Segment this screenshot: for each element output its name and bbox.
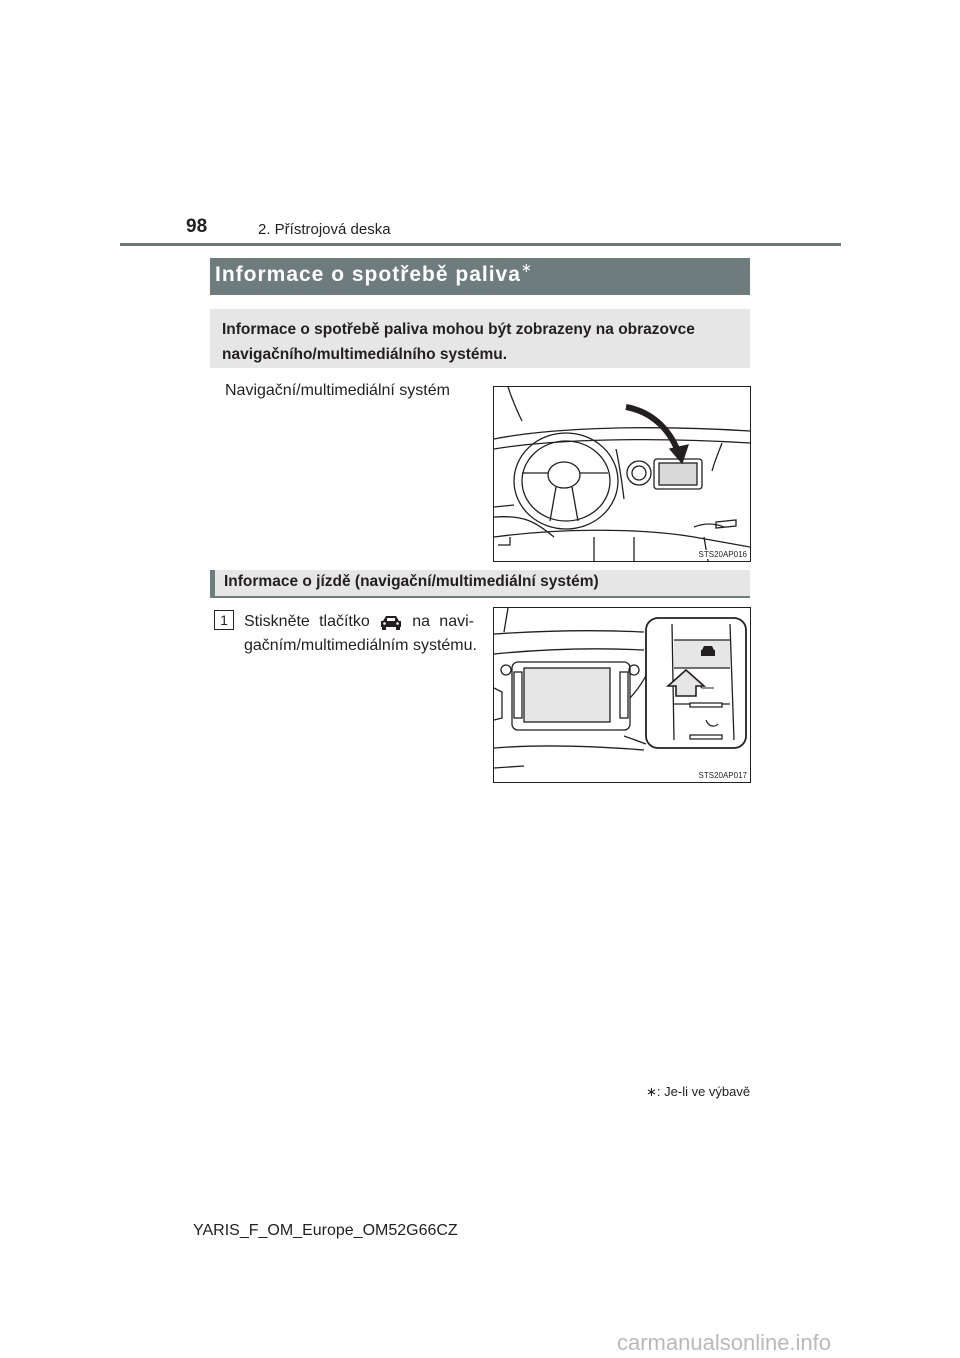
step-number: 1 bbox=[214, 610, 234, 630]
step-word: Stiskněte bbox=[244, 613, 310, 630]
step-word: tlačítko bbox=[319, 613, 370, 630]
footnote-text: : Je-li ve výbavě bbox=[656, 1084, 751, 1099]
section-title-bar bbox=[210, 258, 750, 295]
optional-equipment-mark: ∗ bbox=[646, 1084, 657, 1099]
navigation-button-figure bbox=[493, 607, 751, 783]
page-number: 98 bbox=[186, 216, 208, 237]
section-title: Informace o spotřebě paliva bbox=[215, 263, 521, 286]
step-text-line-2: gačním/multimediálním systému. bbox=[244, 637, 477, 654]
footnote bbox=[646, 1084, 750, 1100]
figure-code: STS20AP016 bbox=[698, 550, 747, 559]
dashboard-figure bbox=[493, 386, 751, 562]
intro-line-1: Informace o spotřebě paliva mohou být zobrazeny na obrazovce bbox=[222, 321, 695, 338]
intro-line-2: navigačního/multimediálního systému. bbox=[222, 346, 508, 363]
dashboard-illustration bbox=[494, 387, 750, 561]
figure-code: STS20AP017 bbox=[698, 771, 747, 780]
subsection-header: Informace o jízdě (navigační/multimediální systém) bbox=[210, 570, 750, 598]
chapter-title: 2. Přístrojová deska bbox=[258, 221, 391, 238]
figure-caption: Navigační/multimediální systém bbox=[225, 382, 450, 399]
intro-box bbox=[210, 309, 750, 368]
watermark: carmanualsonline.info bbox=[617, 1330, 832, 1355]
optional-equipment-mark: ∗ bbox=[520, 260, 533, 275]
step-text-line-1 bbox=[244, 613, 474, 631]
step-word: na bbox=[412, 613, 431, 630]
header-rule bbox=[120, 243, 841, 246]
navigation-panel-illustration bbox=[494, 608, 750, 782]
document-id: YARIS_F_OM_Europe_OM52G66CZ bbox=[193, 1222, 458, 1239]
car-icon bbox=[379, 614, 403, 631]
step-word: navi- bbox=[439, 613, 474, 630]
